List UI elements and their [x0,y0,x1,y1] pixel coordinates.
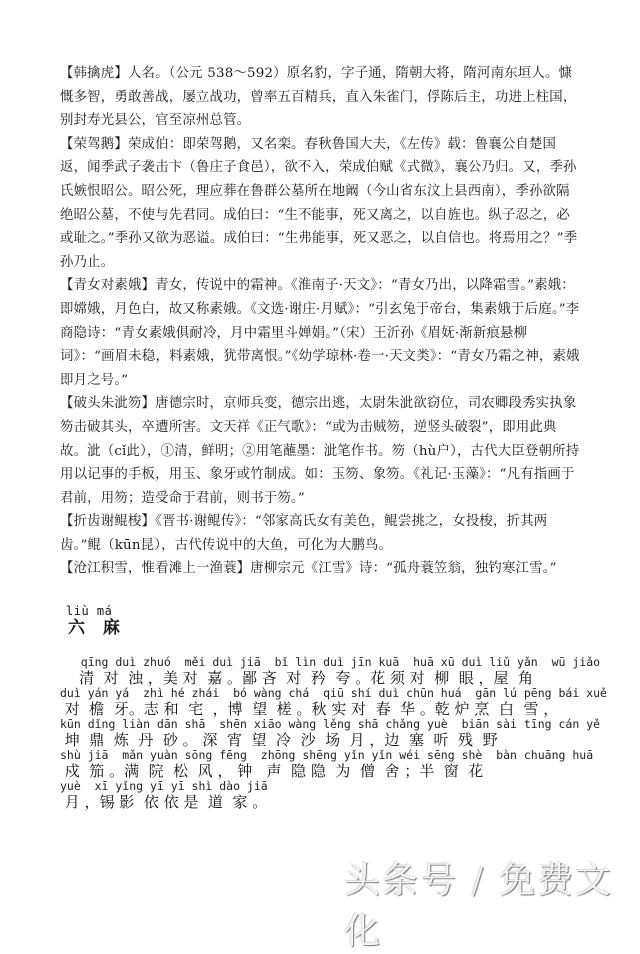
section-heading [66,604,126,638]
verse-pinyin-line: shù jiā mǎn yuàn sōng fēng zhōng shēng yǐn yǐn wéi sēng shè bàn chuāng huā [60,748,594,762]
entry-text: 唐德宗时，京师兵变，德宗出逃，太尉朱泚欲窃位，司农卿段秀实执象笏击破其头，卒遭所害。文天祥《正气歌》：“或为击贼笏，逆竖头破裂”，即用此典故。泚（cǐ此），①清，鲜明；②用笔蘸墨：泚笔作书。笏（hù户），古代大臣登朝所持用以记事的手板，用玉、象牙或竹制成。如：玉笏、象笏。《礼记·玉藻》：“凡有指画于君前，用笏；造受命于君前，则书于笏。” [60,396,580,506]
verse-hanzi-line: 对 檐 牙。志 和 宅 ，博 望 槎 。秋 实 对 春 华 。乾 炉 烹 白 雪 ， [60,700,559,718]
verse-hanzi-line: 坤 鼎 炼 丹 砂 。 深 宵 望 冷 沙 场 月 ，边 塞 听 残 野 [60,731,498,749]
entry-term: 【破头朱泚笏】 [60,396,156,412]
entry-term: 【折齿谢鲲梭】 [60,514,156,530]
entry-cangjiang-jixue [60,557,580,581]
entry-qingnv-sue [60,274,580,392]
entry-potou-zhuci-hu [60,392,580,510]
verse-pinyin-line: duì yán yá zhì hé zhái bó wàng chá qiū shí duì chūn huá gān lú pēng bái xuě [60,686,607,700]
entry-zhechi-xiekun-suo [60,510,580,557]
verse-hanzi-line: 月 ，锡 影 依 依 是 道 家 。 [60,793,268,811]
entry-text: 唐柳宗元《江雪》诗：“孤舟蓑笠翁，独钓寒江雪。” [250,561,557,577]
watermark: 头条号 / 免费文化 [344,860,614,952]
verse-pinyin-line: kūn dǐng liàn dān shā shēn xiāo wàng lěng shā chǎng yuè biān sài tīng cán yě [60,717,601,731]
verse-with-pinyin [60,655,607,811]
verse-pinyin-line: qīng duì zhuó měi duì jiā bǐ lìn duì jīn kuā huā xū duì liǔ yǎn wū jiǎo [60,655,601,669]
entry-text: 《晋书·谢鲲传》：“邻家高氏女有美色，鲲尝挑之，女投梭，折其两齿。”鲲（kūn昆），古代传说中的大鱼，可化为大鹏鸟。 [60,514,548,553]
entry-han-qinhu [60,62,580,133]
entry-rong-jiae [60,133,580,275]
entry-term: 【沧江积雪，惟看滩上一渔蓑】 [60,561,251,577]
annotation-entries [60,62,580,581]
entry-term: 【韩擒虎】 [60,66,128,81]
entry-text: 荣成伯：即荣驾鹅，又名栾。春秋鲁国大夫，《左传》载：鲁襄公自楚国返，闻季武子袭击卞（鲁庄子食邑），欲不入，荣成伯赋《式微》，襄公乃归。又，季孙氏嫉恨昭公。昭公死，理应葬在鲁群公墓所在地阚（今山省东汶上县西南），季孙欲隔绝昭公墓，不使与先君同。成伯曰：“生不能事，死又离之，以自旌也。纵子忍之，必或耻之。”季孙又欲为恶谥。成伯曰：“生弗能事，死又恶之，以自信也。将焉用之？”季孙乃止。 [60,136,578,270]
verse-hanzi-line: 戍 笳 。满 院 松 风 ， 钟 声 隐 隐 为 僧 舍 ；半 窗 花 [60,762,484,780]
entry-text: 人名。（公元 538～592）原名豹，字子通，隋朝大将，隋河南东垣人。慷慨多智，勇敢善战，屡立战功，曾率五百精兵，直入朱雀门，俘陈后主，功进上柱国，别封寿光县公，官至凉州总管。 [60,66,577,129]
verse-hanzi-line: 清 对 浊 ，美 对 嘉 。鄙 吝 对 矜 夸 。花 须 对 柳 眼 ，屋 角 [60,669,534,687]
verse-pinyin-line: yuè xī yǐng yī yī shì dào jiā [60,779,268,793]
section-title: 六 麻 [68,618,126,638]
section-title-pinyin: liù má [66,604,113,618]
entry-text: 青女，传说中的霜神。《淮南子·天文》：“青女乃出，以降霜雪。”素娥：即嫦娥，月色白，故又称素娥。《文选·谢庄·月赋》：“引玄兔于帝台，集素娥于后庭。”李商隐诗：“青女素娥俱耐冷，月中霜里斗婵娟。”（宋）王沂孙《眉妩·渐新痕悬柳词》：“画眉未稳，料素娥，犹带离恨。”《幼学琼林·卷一·天文类》：“青女乃霜之神，素娥即月之号。” [60,278,580,388]
entry-term: 【荣驾鹅】 [60,136,128,152]
entry-term: 【青女对素娥】 [60,278,156,294]
